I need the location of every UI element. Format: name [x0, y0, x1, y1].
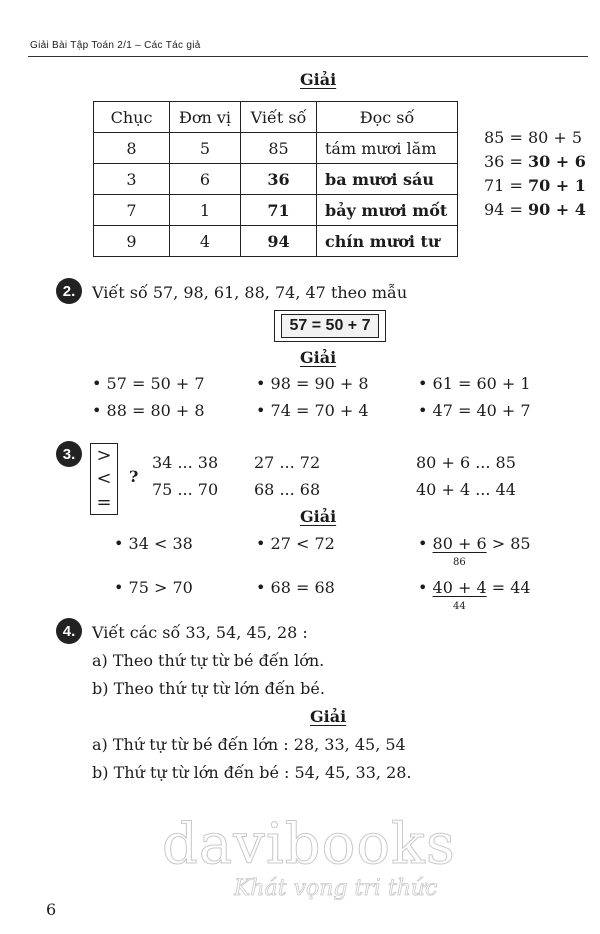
exercise4-part-a: a) Theo thứ tự từ bé đến lớn. — [92, 651, 325, 670]
answer-item: • 88 = 80 + 8 — [92, 401, 205, 420]
sum-comparison: = 44 — [486, 578, 531, 597]
exercise-number-badge: 3. — [56, 441, 82, 467]
table-row — [94, 164, 458, 195]
place-value-table — [93, 101, 458, 257]
exercise4-answer-b: b) Thứ tự từ lớn đến bé : 54, 45, 33, 28. — [92, 763, 412, 782]
exercise4-part-b: b) Theo thứ tự từ lớn đến bé. — [92, 679, 325, 698]
table-cell: 8 — [94, 133, 170, 164]
expansion-line — [484, 152, 586, 171]
running-header: Giải Bài Tập Toán 2/1 – Các Tác giả — [30, 40, 201, 51]
compare-item: 68 ... 68 — [254, 480, 321, 499]
exercise3-heading: Giải — [300, 507, 337, 526]
answer-item: • 57 = 50 + 7 — [92, 374, 205, 393]
expansion-number: 94 = — [484, 200, 523, 219]
table-cell: 3 — [94, 164, 170, 195]
expansion-number: 71 = — [484, 176, 523, 195]
table-cell: 9 — [94, 226, 170, 257]
sum-value: 44 — [453, 601, 466, 612]
column-header: Đơn vị — [170, 102, 241, 133]
compare-item: 75 ... 70 — [152, 480, 219, 499]
expansion-line — [484, 128, 582, 147]
table-cell: 71 — [241, 195, 317, 226]
expansion-expr: 80 + 5 — [527, 128, 583, 147]
compare-item: 80 + 6 ... 85 — [416, 453, 516, 472]
table-row — [94, 226, 458, 257]
sum-expression: 80 + 6 — [432, 534, 487, 553]
exercise-number-badge: 2. — [56, 278, 82, 304]
page-number: 6 — [46, 900, 57, 919]
table-cell: 1 — [170, 195, 241, 226]
sample-box — [274, 310, 386, 342]
exercise2-heading: Giải — [300, 348, 337, 367]
table-header-row — [94, 102, 458, 133]
less-than-symbol: < — [96, 468, 112, 490]
column-header: Viết số — [241, 102, 317, 133]
table-row — [94, 195, 458, 226]
expansion-line — [484, 200, 586, 219]
table-cell: bảy mươi mốt — [317, 195, 458, 226]
column-header: Đọc số — [317, 102, 458, 133]
expansion-expr: 90 + 4 — [527, 200, 586, 219]
answer-item: • 68 = 68 — [256, 578, 335, 597]
answer-item: • 27 < 72 — [256, 534, 335, 553]
table-row — [94, 133, 458, 164]
sample-equation: 57 = 50 + 7 — [281, 314, 380, 338]
table-cell: 6 — [170, 164, 241, 195]
exercise2-prompt: Viết số 57, 98, 61, 88, 74, 47 theo mẫu — [92, 283, 408, 302]
table-cell: tám mươi lăm — [317, 133, 458, 164]
comparison-symbols-box — [90, 443, 118, 515]
exercise4-prompt: Viết các số 33, 54, 45, 28 : — [92, 623, 308, 642]
exercise4-answer-a: a) Thứ tự từ bé đến lớn : 28, 33, 45, 54 — [92, 735, 406, 754]
expansion-expr: 30 + 6 — [527, 152, 586, 171]
column-header: Chục — [94, 102, 170, 133]
section1-heading: Giải — [300, 70, 337, 89]
answer-item: • 98 = 90 + 8 — [256, 374, 369, 393]
sum-value: 86 — [453, 557, 466, 568]
expansion-number: 85 = — [484, 128, 523, 147]
sum-answer — [418, 534, 531, 553]
table-cell: ba mươi sáu — [317, 164, 458, 195]
answer-item: • 47 = 40 + 7 — [418, 401, 531, 420]
question-mark: ? — [129, 467, 139, 486]
table-cell: 4 — [170, 226, 241, 257]
expansion-expr: 70 + 1 — [527, 176, 586, 195]
compare-item: 27 ... 72 — [254, 453, 321, 472]
answer-item: • 74 = 70 + 4 — [256, 401, 369, 420]
table-cell: 7 — [94, 195, 170, 226]
exercise-number-badge: 4. — [56, 618, 82, 644]
answer-item: • 61 = 60 + 1 — [418, 374, 531, 393]
sum-comparison: > 85 — [486, 534, 531, 553]
sum-answer — [418, 578, 531, 597]
table-cell: chín mươi tư — [317, 226, 458, 257]
answer-item: • 75 > 70 — [114, 578, 193, 597]
equals-symbol: = — [96, 491, 112, 513]
header-rule — [28, 56, 588, 57]
table-cell: 94 — [241, 226, 317, 257]
sum-expression: 40 + 4 — [432, 578, 487, 597]
answer-item: • 34 < 38 — [114, 534, 193, 553]
table-cell: 85 — [241, 133, 317, 164]
expansion-line — [484, 176, 586, 195]
watermark-slogan: Khát vọng tri thức — [234, 876, 438, 901]
exercise4-heading: Giải — [310, 707, 347, 726]
greater-than-symbol: > — [96, 445, 112, 467]
compare-item: 40 + 4 ... 44 — [416, 480, 516, 499]
table-cell: 5 — [170, 133, 241, 164]
expansion-number: 36 = — [484, 152, 523, 171]
table-cell: 36 — [241, 164, 317, 195]
watermark-logo: davibooks — [162, 812, 456, 877]
compare-item: 34 ... 38 — [152, 453, 219, 472]
